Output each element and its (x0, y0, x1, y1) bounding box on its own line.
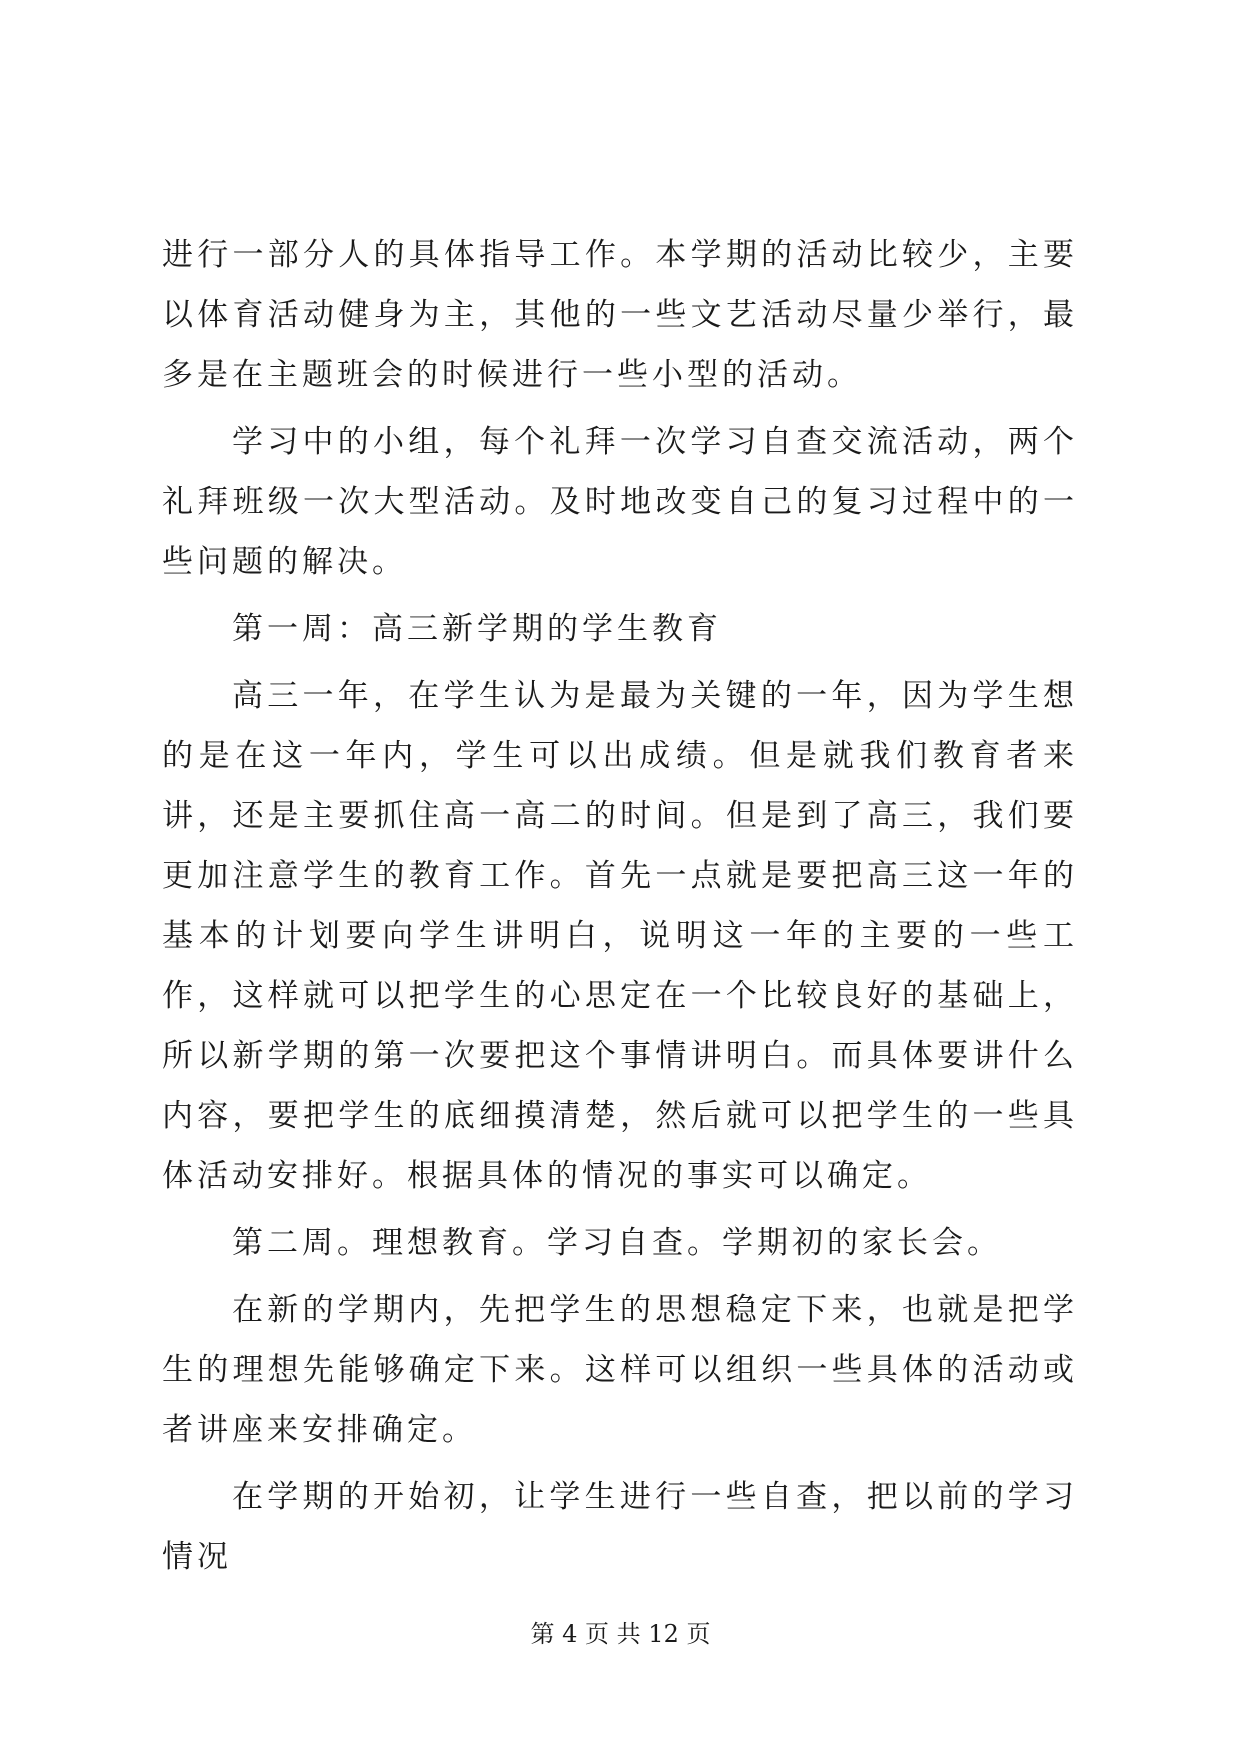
paragraph-4: 在新的学期内，先把学生的思想稳定下来，也就是把学生的理想先能够确定下来。这样可以组织一些具体的活动或者讲座来安排确定。 (162, 1292, 1078, 1448)
week-1-heading: 第一周：高三新学期的学生教育 (232, 611, 722, 647)
paragraph-3: 高三一年，在学生认为是最为关键的一年，因为学生想的是在这一年内，学生可以出成绩。但是就我们教育者来讲，还是主要抓住高一高二的时间。但是到了高三，我们要更加注意学生的教育工作。首先一点就是要把高三这一年的基本的计划要向学生讲明白，说明这一年的主要的一些工作，这样就可以把学生的心思定在一个比较良好的基础上，所以新学期的第一次要把这个事情讲明白。而具体要讲什么内容，要把学生的底细摸清楚，然后就可以把学生的一些具体活动安排好。根据具体的情况的事实可以确定。 (162, 678, 1078, 1194)
page-footer (0, 1614, 1241, 1649)
document-body (162, 225, 1078, 1587)
paragraph-2: 学习中的小组，每个礼拜一次学习自查交流活动，两个礼拜班级一次大型活动。及时地改变自己的复习过程中的一些问题的解决。 (162, 424, 1078, 580)
paragraph-1: 进行一部分人的具体指导工作。本学期的活动比较少，主要以体育活动健身为主，其他的一些文艺活动尽量少举行，最多是在主题班会的时候进行一些小型的活动。 (162, 237, 1078, 393)
page-number-label: 第 4 页 共 12 页 (530, 1620, 711, 1648)
week-2-heading: 第二周。理想教育。学习自查。学期初的家长会。 (232, 1225, 1002, 1261)
paragraph-5: 在学期的开始初，让学生进行一些自查，把以前的学习情况 (162, 1479, 1078, 1575)
